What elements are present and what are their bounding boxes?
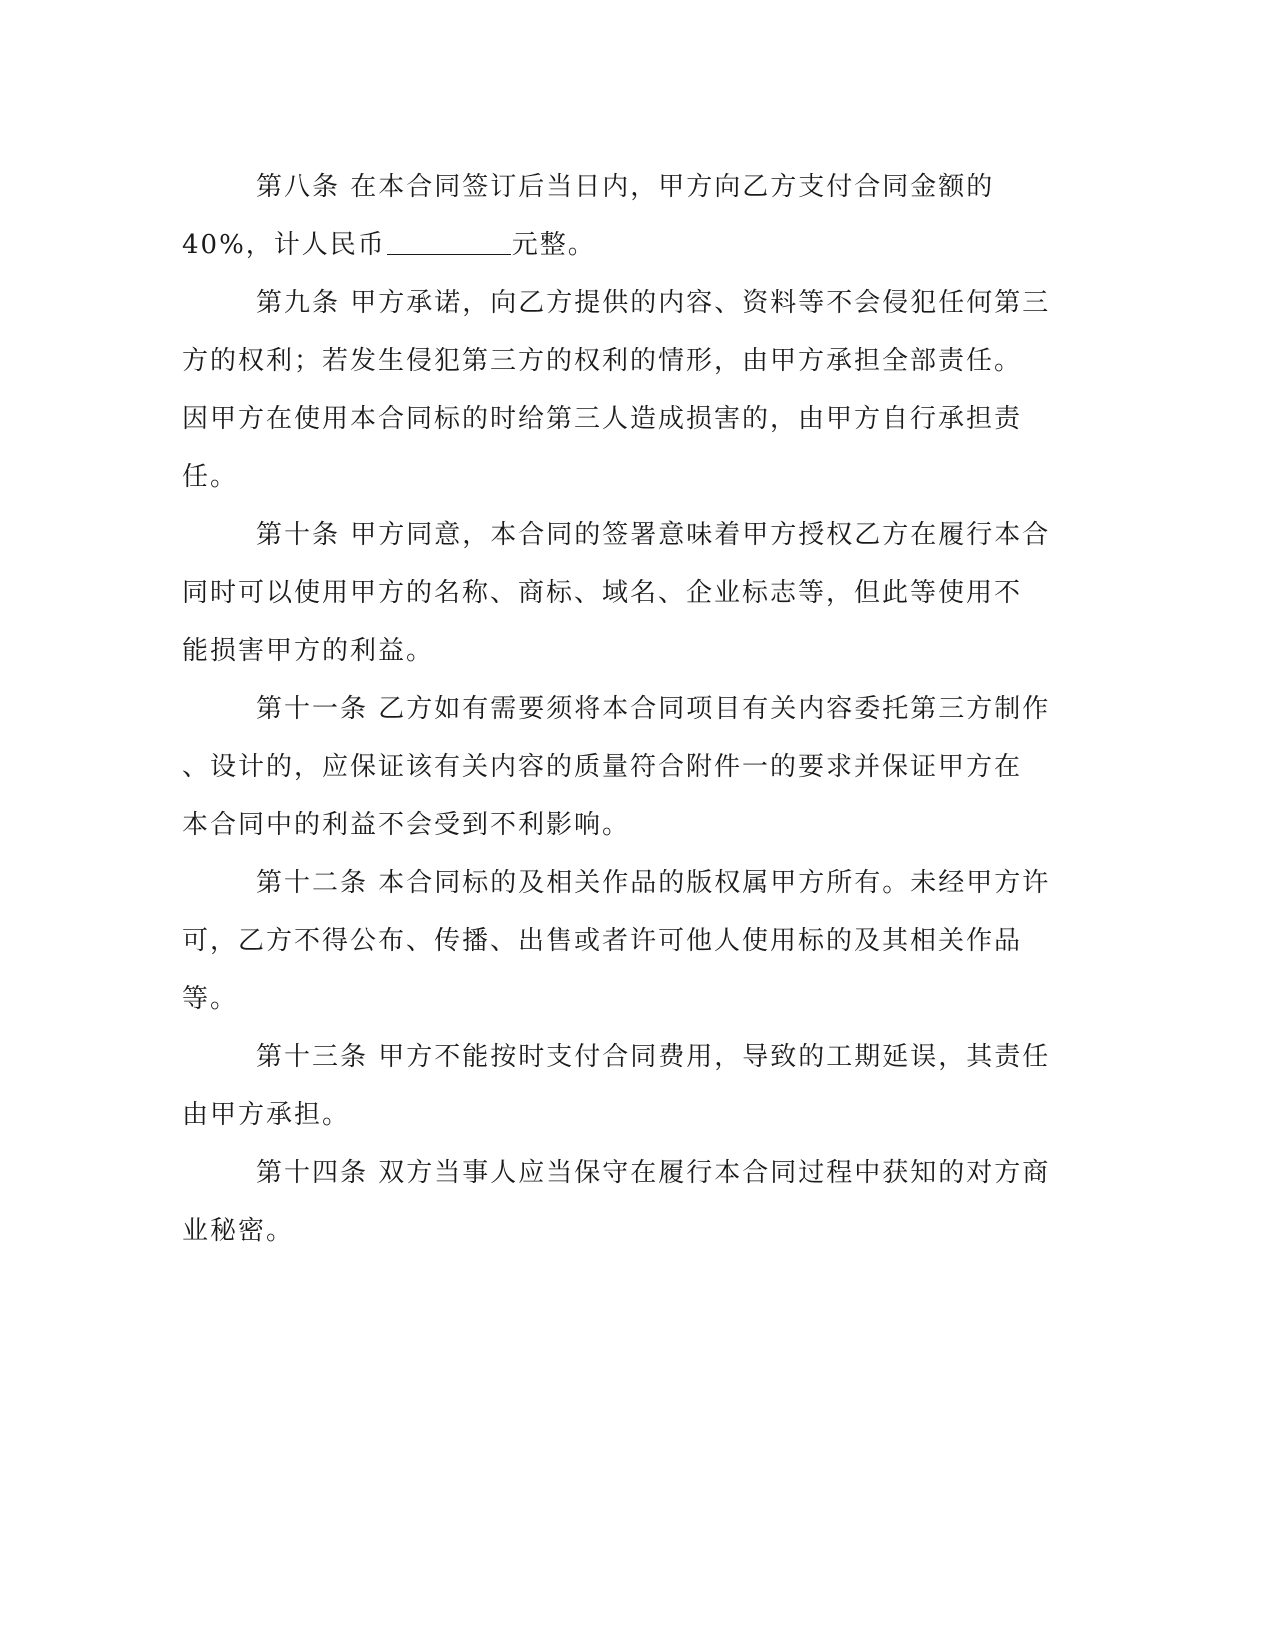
article-10-paragraph [182,506,1051,680]
article-14-paragraph [182,1144,1051,1260]
paragraph-line: 第十一条 乙方如有需要须将本合同项目有关内容委托第三方制作 [256,694,1051,724]
paragraph-line: 第十条 甲方同意，本合同的签署意味着甲方授权乙方在履行本合 [256,520,1051,550]
article-12-paragraph [182,854,1051,1028]
paragraph-line: 由甲方承担。 [182,1100,351,1130]
paragraph-line: 、设计的，应保证该有关内容的质量符合附件一的要求并保证甲方在 [182,752,1023,782]
paragraph-line: 第九条 甲方承诺，向乙方提供的内容、资料等不会侵犯任何第三 [256,288,1051,318]
amount-suffix-text: 元整。 [511,230,596,260]
paragraph-line [182,216,1032,274]
article-9-paragraph [182,274,1051,506]
paragraph-line: 第十四条 双方当事人应当保守在履行本合同过程中获知的对方商 [256,1158,1051,1188]
article-13-paragraph [182,1028,1051,1144]
paragraph-line: 能损害甲方的利益。 [182,636,435,666]
paragraph-line: 本合同中的利益不会受到不利影响。 [182,810,631,840]
paragraph-line: 可，乙方不得公布、传播、出售或者许可他人使用标的及其相关作品 [182,926,1023,956]
paragraph-line: 方的权利；若发生侵犯第三方的权利的情形，由甲方承担全部责任。 [182,346,1023,376]
paragraph-line: 任。 [182,462,239,492]
paragraph-line: 第十三条 甲方不能按时支付合同费用，导致的工期延误，其责任 [256,1042,1051,1072]
document-body [182,158,1051,1260]
article-8-paragraph [182,158,1032,274]
paragraph-line: 等。 [182,984,239,1014]
article-11-paragraph [182,680,1051,854]
amount-prefix-text: 40%，计人民币 [182,230,386,260]
paragraph-line: 同时可以使用甲方的名称、商标、域名、企业标志等，但此等使用不 [182,578,1023,608]
paragraph-line: 因甲方在使用本合同标的时给第三人造成损害的，由甲方自行承担责 [182,404,1023,434]
amount-blank-field[interactable] [387,224,511,255]
paragraph-line: 第十二条 本合同标的及相关作品的版权属甲方所有。未经甲方许 [256,868,1051,898]
paragraph-line: 第八条 在本合同签订后当日内，甲方向乙方支付合同金额的 [256,172,995,202]
paragraph-line: 业秘密。 [182,1216,295,1246]
